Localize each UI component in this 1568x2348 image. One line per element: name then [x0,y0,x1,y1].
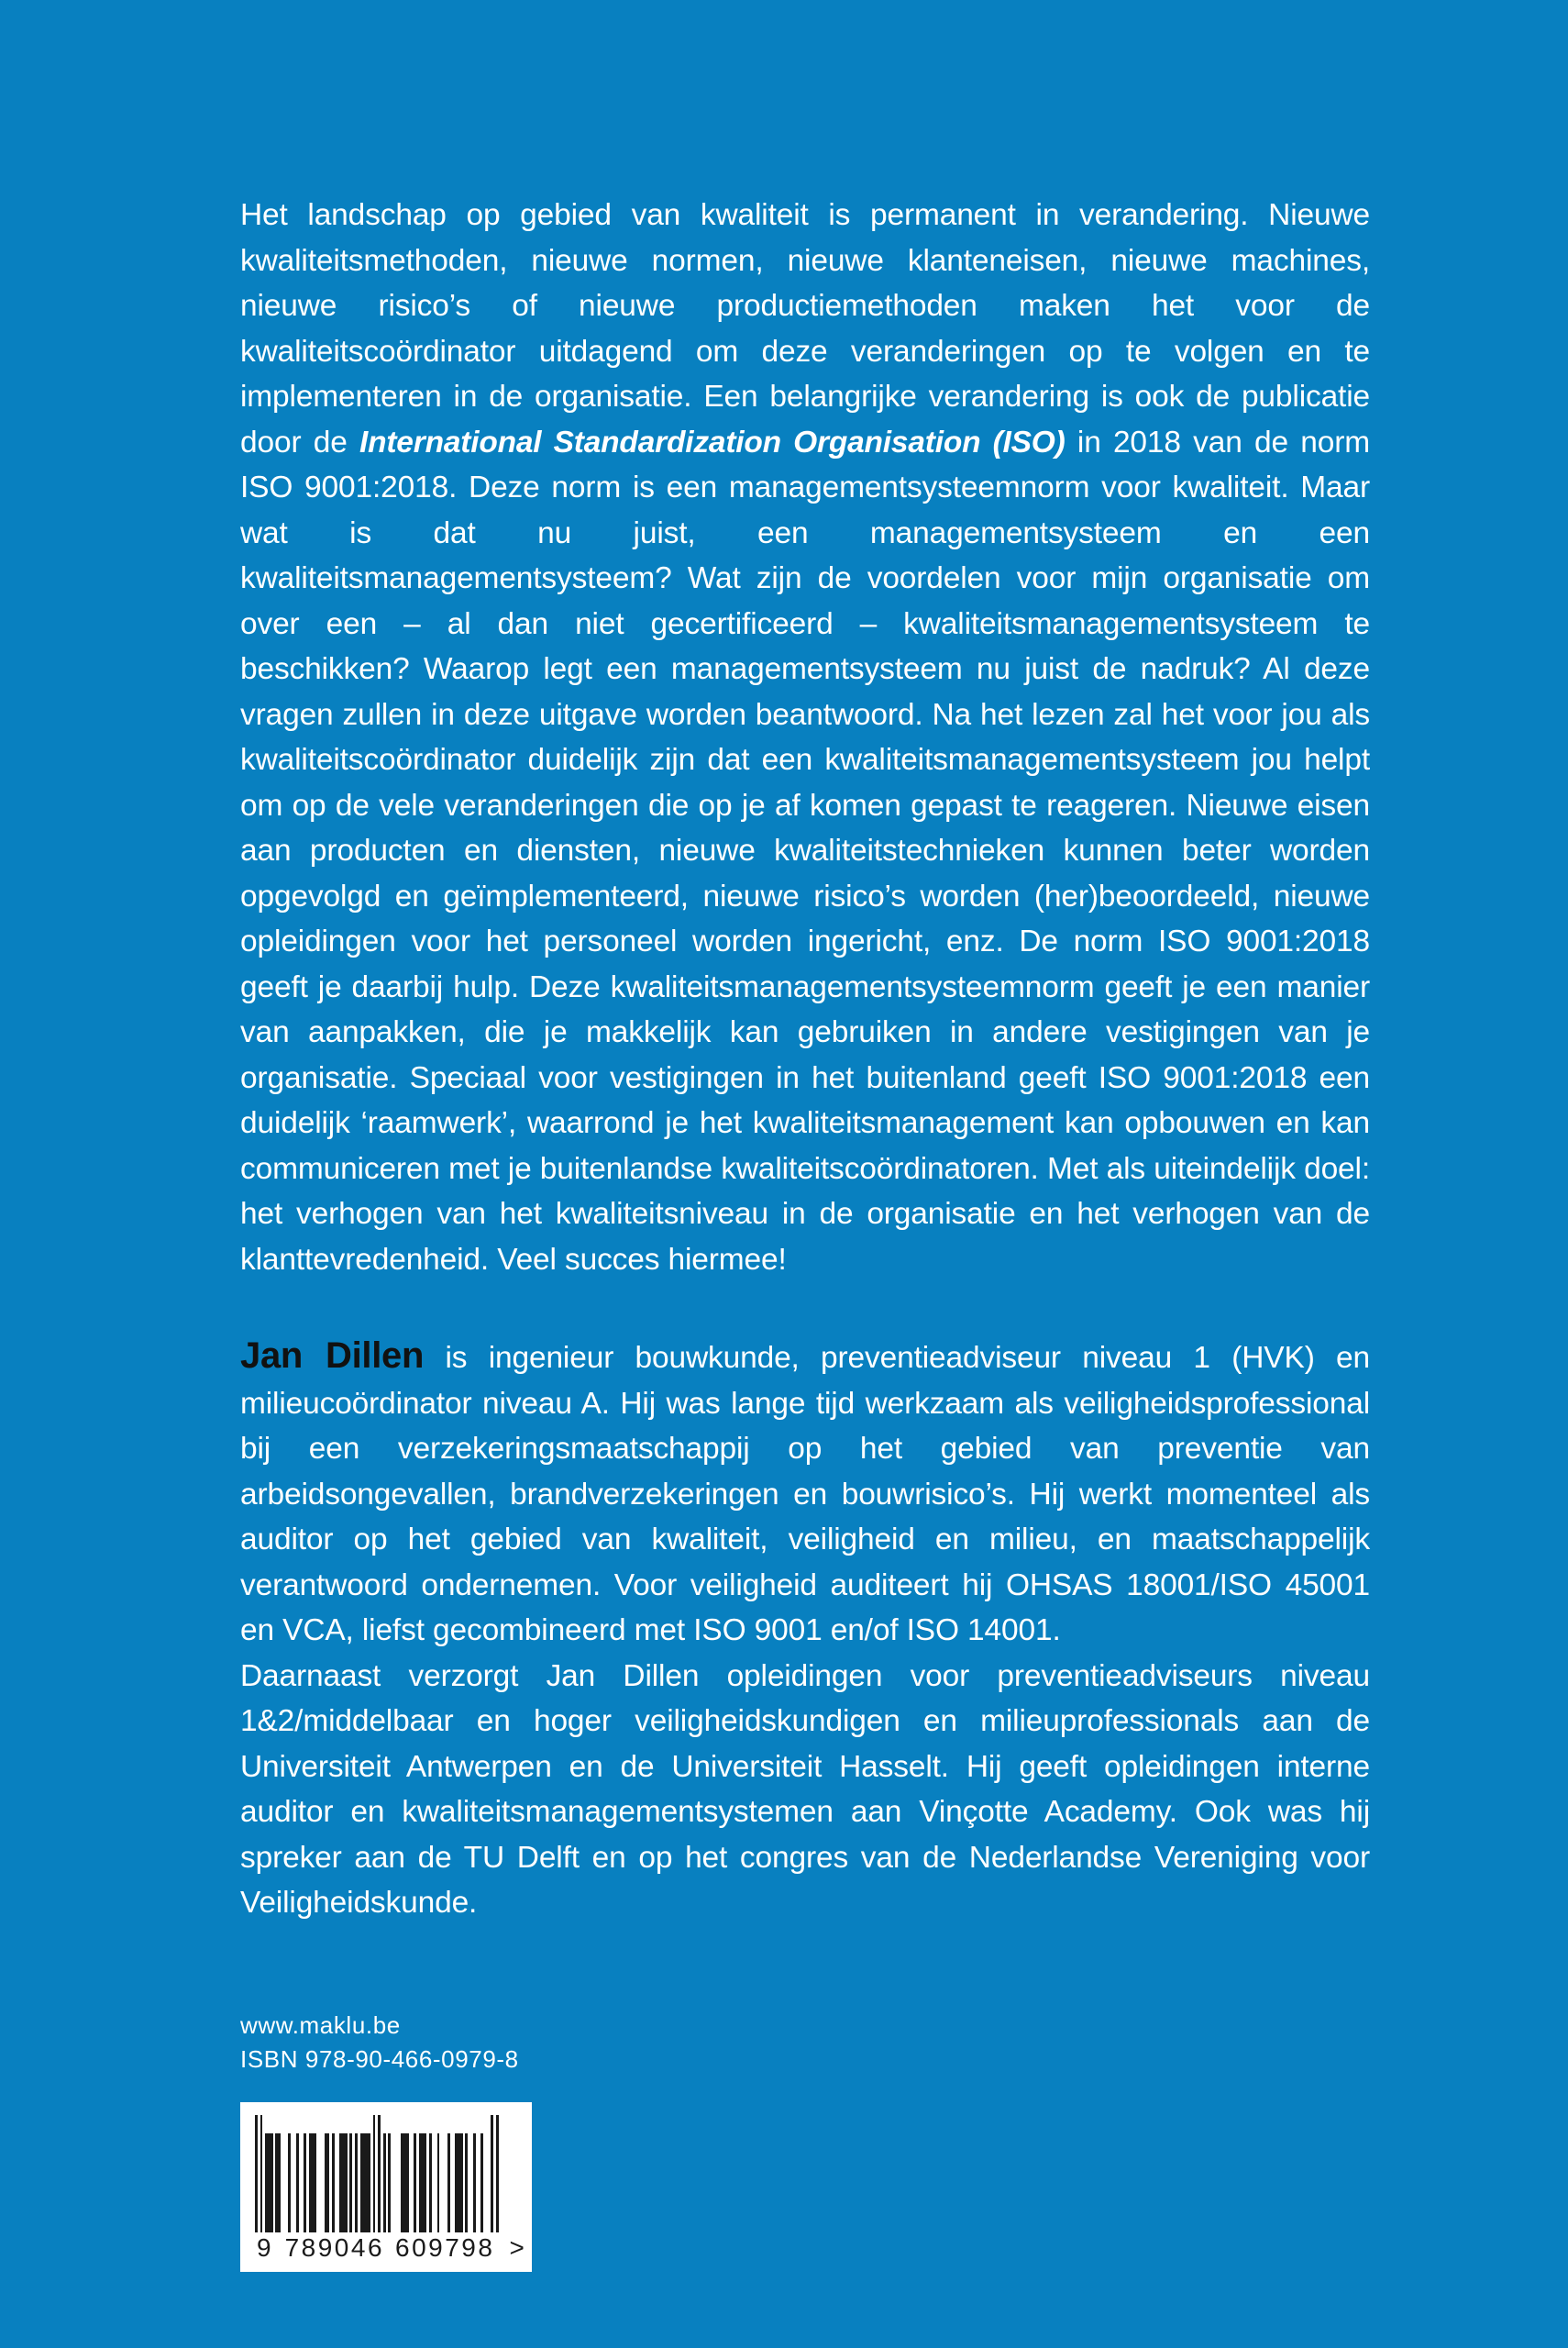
publisher-imprint [240,2009,882,2077]
barcode-digits [255,2233,525,2263]
blurb-text-part-2: in 2018 van de norm ISO 9001:2018. Deze norm is een managementsysteemnorm voor kwaliteit. Maar wat is dat nu juist, een managementsysteem en een kwaliteitsmanagementsysteem? Wat zijn de voordelen voor mijn organisatie om over een – al dan niet gecertificeerd – kwaliteitsmanagementsysteem te beschikken? Waarop legt een managementsysteem nu juist de nadruk? Al deze vragen zullen in deze uitgave worden beantwoord. Na het lezen zal het voor jou als kwaliteitscoördinator duidelijk zijn dat een kwaliteitsmanagementsysteem jou helpt om op de vele veranderingen die op je af komen gepast te reageren. Nieuwe eisen aan producten en diensten, nieuwe kwaliteitstechnieken kunnen beter worden opgevolgd en geïmplementeerd, nieuwe risico’s worden (her)beoordeeld, nieuwe opleidingen voor het personeel worden ingericht, enz. De norm ISO 9001:2018 geeft je daarbij hulp. Deze kwaliteitsmanagementsysteemnorm geeft je een manier van aanpakken, die je makkelijk kan gebruiken in andere vestigingen van je organisatie. Speciaal voor vestigingen in het buitenland geeft ISO 9001:2018 een duidelijk ‘raamwerk’, waarrond je het kwaliteitsmanagement kan opbouwen en kan communiceren met je buitenlandse kwaliteitscoördinatoren. Met als uiteindelijk doel: het verhogen van het kwaliteitsniveau in de organisatie en het verhogen van de klanttevredenheid. Veel succes hiermee! [240,425,1370,1277]
author-bio-paragraph-2: Daarnaast verzorgt Jan Dillen opleidingen voor preventieadviseurs niveau 1&2/middelbaar en hoger veiligheidskundigen en milieuprofessionals aan de Universiteit Antwerpen en de Universiteit Hasselt. Hij geeft opleidingen interne auditor en kwaliteitsmanagementsystemen aan Vinçotte Academy. Ook was hij spreker aan de TU Delft en op het congres van de Nederlandse Vereniging voor Veiligheidskunde. [240,1658,1370,1920]
book-blurb [240,193,1370,1282]
author-bio-block [240,1334,1370,1926]
isbn-barcode [240,2102,532,2272]
author-bio-text-1: is ingenieur bouwkunde, preventieadviseur niveau 1 (HVK) en milieucoördinator niveau A. Hij was lange tijd werkzaam als veiligheidsprofessional bij een verzekeringsmaatschappij op het gebied van preventie van arbeidsongevallen, brandverzekeringen en bouwrisico’s. Hij werkt momenteel als auditor op het gebied van kwaliteit, veiligheid en milieu, en maatschappelijk verantwoord ondernemen. Voor veiligheid auditeert hij OHSAS 18001/ISO 45001 en VCA, liefst gecombineerd met ISO 9001 en/of ISO 14001. [240,1341,1370,1647]
author-bio-paragraph-1 [240,1334,1370,1654]
barcode-end-marker: > [509,2233,525,2262]
barcode-right-group: 609798 [395,2233,495,2262]
barcode-bars [255,2115,517,2232]
author-name: Jan Dillen [240,1335,425,1376]
blurb-text-part-1: Het landschap op gebied van kwaliteit is permanent in verandering. Nieuwe kwaliteitsmethoden, nieuwe normen, nieuwe klanteneisen, nieuwe machines, nieuwe risico’s of nieuwe productiemethoden maken het voor de kwaliteitscoördinator uitdagend om deze veranderingen op te volgen en te implementeren in de organisatie. Een belangrijke verandering is ook de publicatie door de [240,198,1370,460]
iso-organisation-emphasis: International Standardization Organisation (ISO) [359,425,1066,460]
publisher-website: www.maklu.be [240,2011,401,2039]
isbn-number: ISBN 978-90-466-0979-8 [240,2045,519,2073]
barcode-left-group: 789046 [284,2233,385,2262]
barcode-lead-digit: 9 [257,2233,272,2262]
back-cover-text-block [240,193,1370,1926]
